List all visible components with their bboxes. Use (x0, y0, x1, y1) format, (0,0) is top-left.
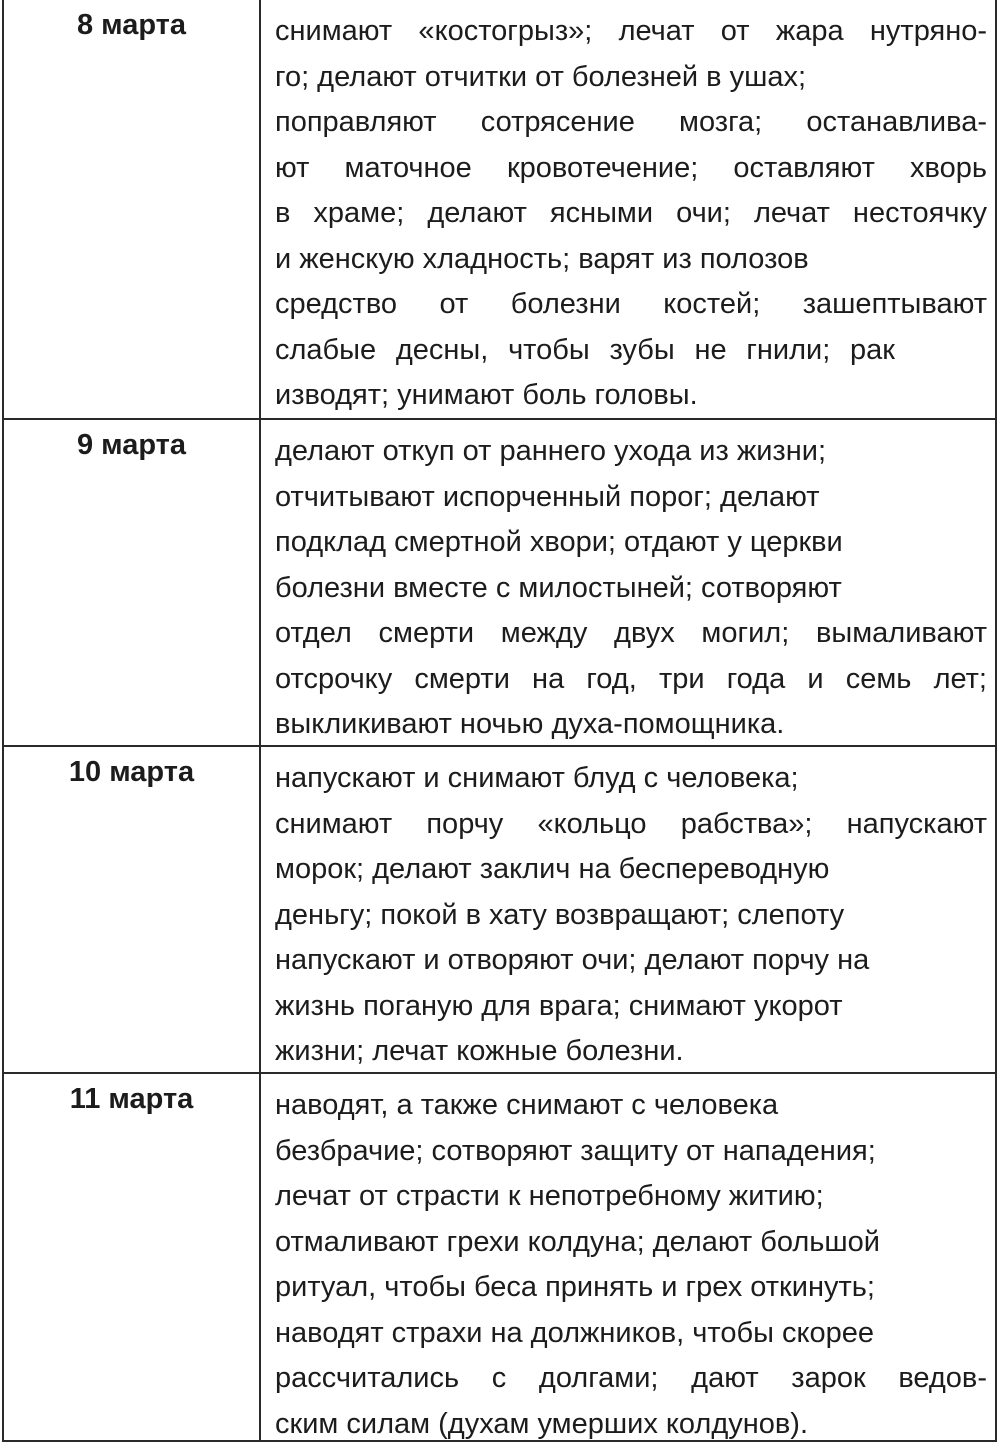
text-line: отчитывают испорченный порог; делают (275, 475, 987, 521)
text-line: морок; делают заклич на беспереводную (275, 847, 987, 893)
text-line: лечат от страсти к непотребному житию; (275, 1174, 987, 1220)
text-line: деньгу; покой в хату возвращают; слепоту (275, 893, 987, 939)
text-line: выкликивают ночью духа-помощника. (275, 702, 987, 748)
description-cell (261, 1074, 995, 1440)
text-line: изводят; унимают боль головы. (275, 373, 987, 419)
text-line: болезни вместе с милостыней; сотворяют (275, 566, 987, 612)
text-line: наводят страхи на должников, чтобы скорее (275, 1311, 987, 1357)
text-line: отдел смерти между двух могил; вымаливают (275, 611, 987, 657)
text-line: ритуал, чтобы беса принять и грех откинуть; (275, 1265, 987, 1311)
text-line: делают откуп от раннего ухода из жизни; (275, 429, 987, 475)
description-cell (261, 420, 995, 745)
text-line: напускают и снимают блуд с человека; (275, 756, 987, 802)
text-line: в храме; делают ясными очи; лечат нестоячку (275, 191, 987, 237)
date-cell: 8 марта (4, 0, 261, 418)
text-line: жизнь поганую для врага; снимают укорот (275, 984, 987, 1030)
text-line: подклад смертной хвори; отдают у церкви (275, 520, 987, 566)
date-cell: 10 марта (4, 747, 261, 1072)
text-line: напускают и отворяют очи; делают порчу на (275, 938, 987, 984)
description-cell (261, 0, 995, 418)
text-line: и женскую хладность; варят из полозов (275, 237, 987, 283)
text-line: безбрачие; сотворяют защиту от нападения; (275, 1129, 987, 1175)
text-line: наводят, а также снимают с человека (275, 1083, 987, 1129)
date-cell: 11 марта (4, 1074, 261, 1440)
text-line: жизни; лечат кожные болезни. (275, 1029, 987, 1075)
text-line: средство от болезни костей; зашептывают (275, 282, 987, 328)
text-line: слабые десны, чтобы зубы не гнили; рак (275, 328, 895, 374)
table-row-march-8 (4, 0, 995, 418)
table-row-march-10 (4, 745, 995, 1072)
table-row-march-9 (4, 418, 995, 745)
text-line: ским силам (духам умерших колдунов). (275, 1402, 987, 1447)
rituals-table (2, 0, 997, 1442)
date-cell: 9 марта (4, 420, 261, 745)
text-line: отмаливают грехи колдуна; делают большой (275, 1220, 987, 1266)
table-row-march-11 (4, 1072, 995, 1440)
text-line: отсрочку смерти на год, три года и семь лет; (275, 657, 987, 703)
text-line: го; делают отчитки от болезней в ушах; (275, 55, 875, 101)
text-line: поправляют сотрясение мозга; останавлива- (275, 100, 987, 146)
description-cell (261, 747, 995, 1072)
text-line: ют маточное кровотечение; оставляют хворь (275, 146, 987, 192)
text-line: снимают порчу «кольцо рабства»; напускают (275, 802, 987, 848)
text-line: снимают «костогрыз»; лечат от жара нутряно- (275, 9, 987, 55)
text-line: рассчитались с долгами; дают зарок ведов- (275, 1356, 987, 1402)
